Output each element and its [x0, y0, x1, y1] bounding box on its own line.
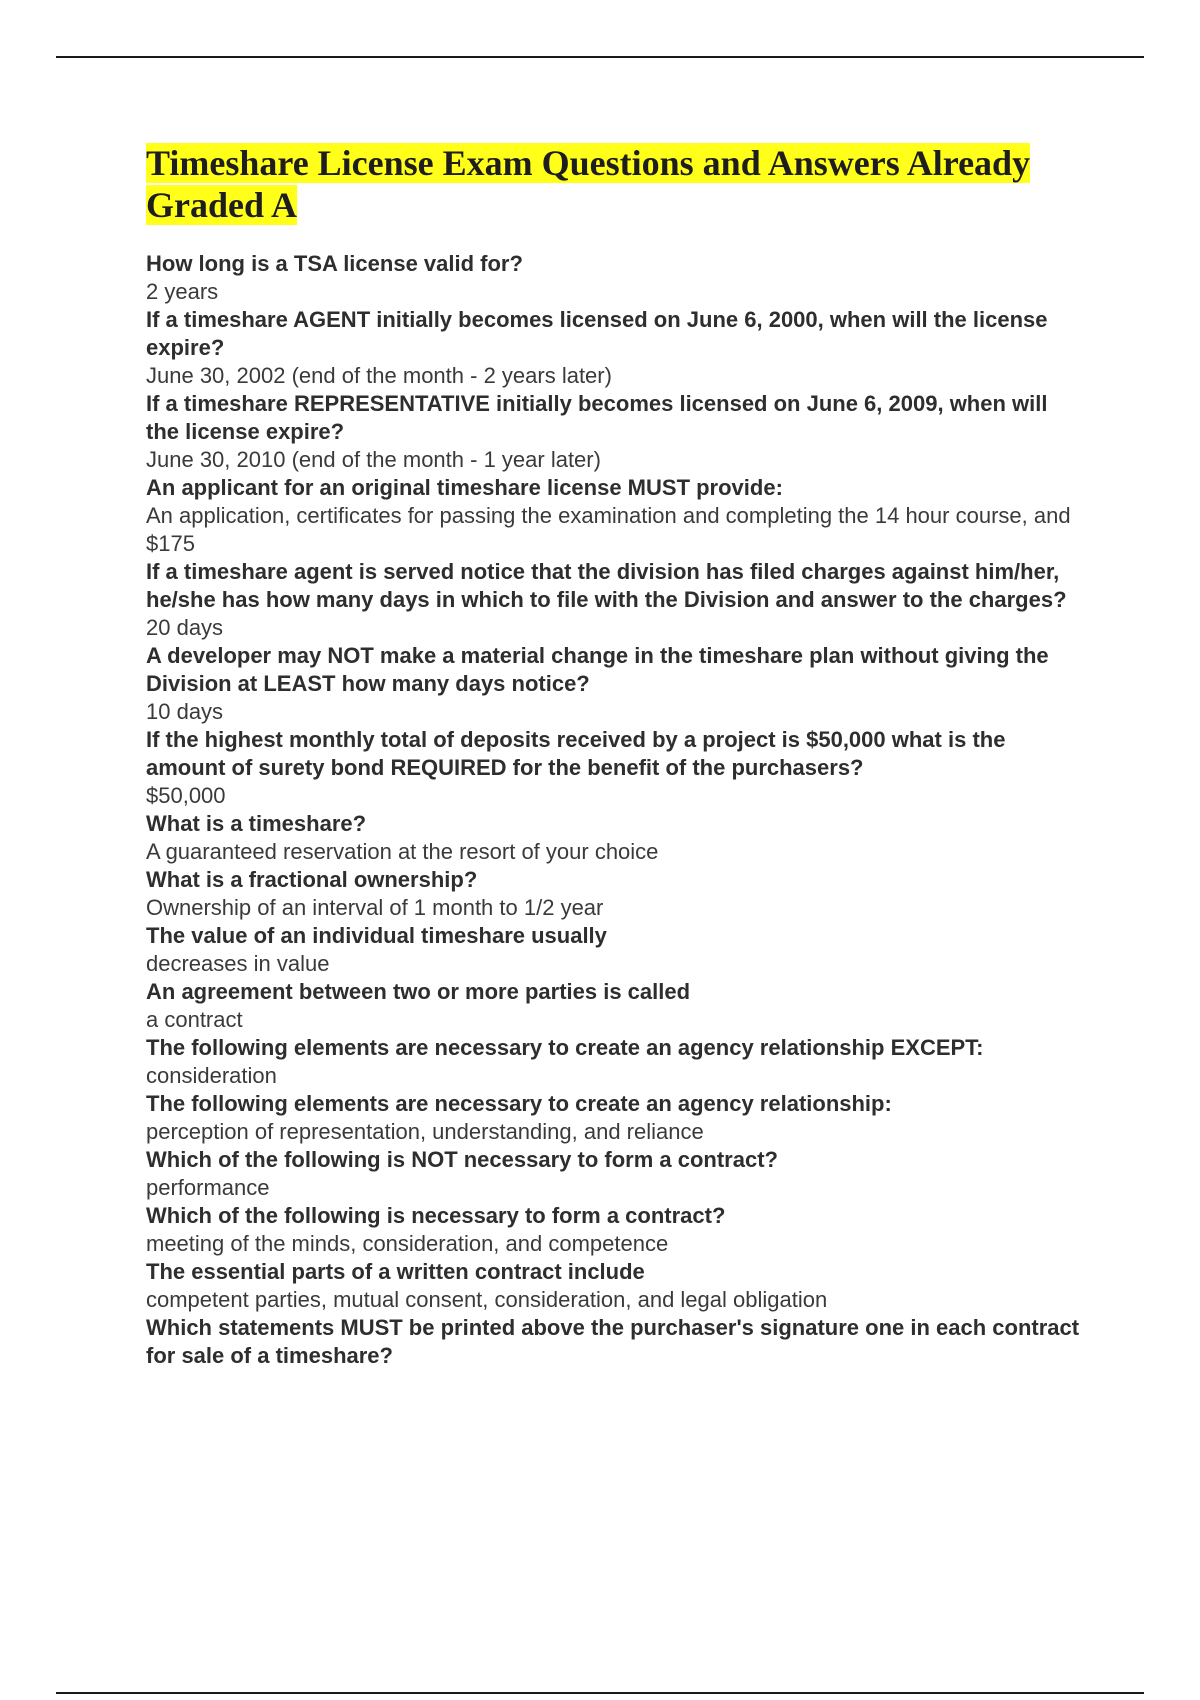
- answer: a contract: [146, 1007, 243, 1032]
- answer: June 30, 2002 (end of the month - 2 years later): [146, 363, 612, 388]
- question: If a timeshare REPRESENTATIVE initially becomes licensed on June 6, 2009, when will the license expire?: [146, 391, 1048, 444]
- bottom-rule: [56, 1692, 1144, 1694]
- question: What is a timeshare?: [146, 811, 367, 836]
- qa-item: [146, 390, 1086, 474]
- qa-item: [146, 474, 1086, 558]
- question: The following elements are necessary to create an agency relationship EXCEPT:: [146, 1035, 984, 1060]
- question: Which statements MUST be printed above the purchaser's signature one in each contract for sale of a timeshare?: [146, 1315, 1080, 1368]
- question: Which of the following is NOT necessary to form a contract?: [146, 1147, 778, 1172]
- question: If the highest monthly total of deposits received by a project is $50,000 what is the amount of surety bond REQUIRED for the benefit of the purchasers?: [146, 727, 1006, 780]
- qa-item: [146, 1314, 1086, 1370]
- qa-item: [146, 1202, 1086, 1258]
- answer: 20 days: [146, 615, 224, 640]
- qa-item: [146, 250, 1086, 306]
- answer: June 30, 2010 (end of the month - 1 year later): [146, 447, 601, 472]
- answer: $50,000: [146, 783, 226, 808]
- question: Which of the following is necessary to form a contract?: [146, 1203, 726, 1228]
- answer: consideration: [146, 1063, 277, 1088]
- question: What is a fractional ownership?: [146, 867, 478, 892]
- qa-item: [146, 866, 1086, 922]
- answer: Ownership of an interval of 1 month to 1/2 year: [146, 895, 604, 920]
- qa-list: [146, 250, 1086, 1370]
- top-rule: [56, 56, 1144, 58]
- qa-item: [146, 1034, 1086, 1090]
- answer: A guaranteed reservation at the resort of your choice: [146, 839, 659, 864]
- qa-item: [146, 1258, 1086, 1314]
- answer: 2 years: [146, 279, 219, 304]
- qa-item: [146, 922, 1086, 978]
- question: An agreement between two or more parties is called: [146, 979, 691, 1004]
- answer: perception of representation, understanding, and reliance: [146, 1119, 704, 1144]
- qa-item: [146, 642, 1086, 726]
- document-title-text: Timeshare License Exam Questions and Answers Already Graded A: [146, 143, 1031, 225]
- answer: 10 days: [146, 699, 224, 724]
- question: How long is a TSA license valid for?: [146, 251, 523, 276]
- qa-item: [146, 558, 1086, 642]
- question: A developer may NOT make a material change in the timeshare plan without giving the Division at LEAST how many days notice?: [146, 643, 1049, 696]
- qa-item: [146, 810, 1086, 866]
- question: The following elements are necessary to create an agency relationship:: [146, 1091, 892, 1116]
- qa-item: [146, 306, 1086, 390]
- document-body: [146, 142, 1086, 1370]
- question: The essential parts of a written contract include: [146, 1259, 645, 1284]
- qa-item: [146, 978, 1086, 1034]
- qa-item: [146, 1090, 1086, 1146]
- answer: An application, certificates for passing the examination and completing the 14 hour course, and $175: [146, 503, 1071, 556]
- answer: meeting of the minds, consideration, and competence: [146, 1231, 669, 1256]
- qa-item: [146, 1146, 1086, 1202]
- question: The value of an individual timeshare usually: [146, 923, 607, 948]
- qa-item: [146, 726, 1086, 810]
- answer: performance: [146, 1175, 270, 1200]
- question: If a timeshare AGENT initially becomes licensed on June 6, 2000, when will the license expire?: [146, 307, 1048, 360]
- answer: decreases in value: [146, 951, 330, 976]
- question: If a timeshare agent is served notice that the division has filed charges against him/her, he/she has how many days in which to file with the Division and answer to the charges?: [146, 559, 1067, 612]
- question: An applicant for an original timeshare license MUST provide:: [146, 475, 783, 500]
- document-title: [146, 142, 1086, 226]
- answer: competent parties, mutual consent, consideration, and legal obligation: [146, 1287, 828, 1312]
